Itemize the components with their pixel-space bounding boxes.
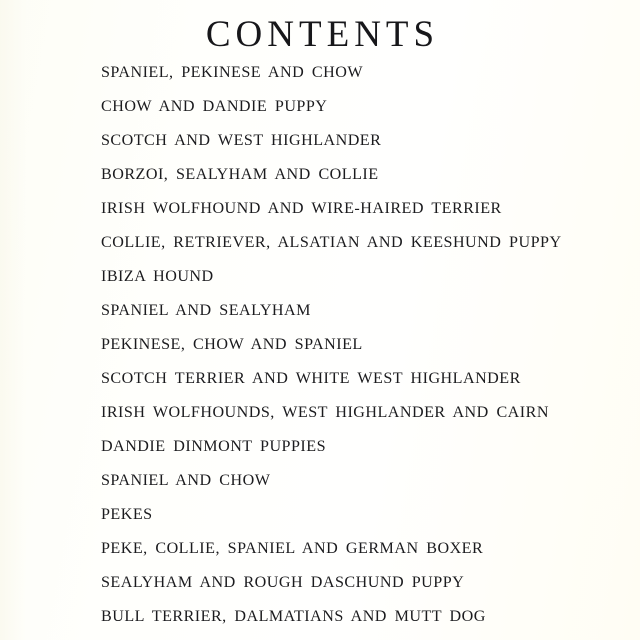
list-item: PEKES bbox=[101, 506, 153, 523]
contents-list bbox=[101, 56, 622, 634]
list-item: SEALYHAM AND ROUGH DASCHUND PUPPY bbox=[101, 574, 465, 591]
list-item: IBIZA HOUND bbox=[101, 268, 214, 285]
list-item: BULL TERRIER, DALMATIANS AND MUTT DOG bbox=[101, 608, 486, 625]
list-item: SPANIEL AND CHOW bbox=[101, 472, 271, 489]
list-item: PEKINESE, CHOW AND SPANIEL bbox=[101, 336, 363, 353]
list-item: IRISH WOLFHOUND AND WIRE-HAIRED TERRIER bbox=[101, 200, 502, 217]
list-item: COLLIE, RETRIEVER, ALSATIAN AND KEESHUND PUPPY bbox=[101, 234, 562, 251]
page-title: CONTENTS bbox=[205, 13, 440, 55]
list-item: PEKE, COLLIE, SPANIEL AND GERMAN BOXER bbox=[101, 540, 484, 557]
list-item: IRISH WOLFHOUNDS, WEST HIGHLANDER AND CAIRN bbox=[101, 404, 549, 421]
list-item: SCOTCH AND WEST HIGHLANDER bbox=[101, 132, 382, 149]
list-item: SPANIEL AND SEALYHAM bbox=[101, 302, 311, 319]
list-item: DANDIE DINMONT PUPPIES bbox=[101, 438, 326, 455]
list-item: BORZOI, SEALYHAM AND COLLIE bbox=[101, 166, 379, 183]
list-item: CHOW AND DANDIE PUPPY bbox=[101, 98, 328, 115]
list-item: SCOTCH TERRIER AND WHITE WEST HIGHLANDER bbox=[101, 370, 521, 387]
list-item: SPANIEL, PEKINESE AND CHOW bbox=[101, 64, 364, 81]
